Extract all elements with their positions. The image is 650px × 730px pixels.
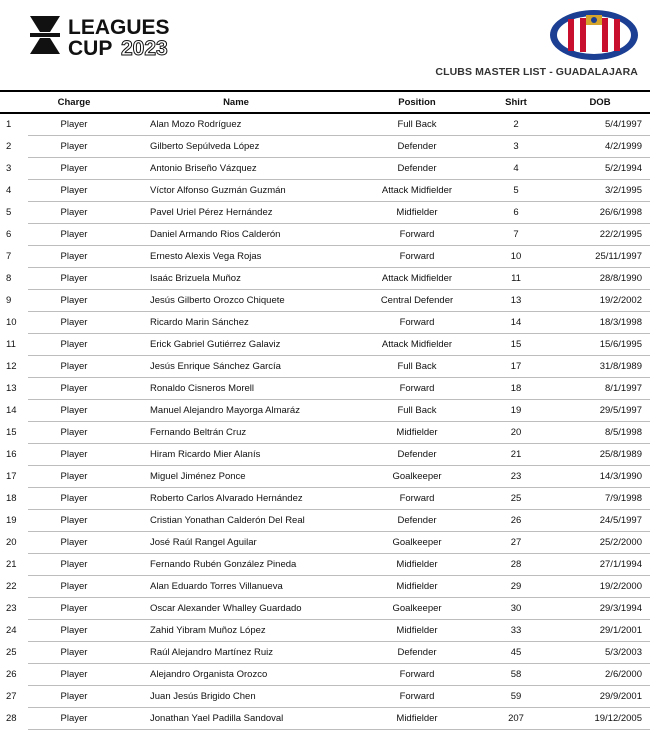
table-row [0, 312, 650, 334]
shirt-cell: 207 [482, 708, 550, 730]
dob-cell: 31/8/1989 [550, 356, 650, 378]
charge-cell: Player [28, 202, 120, 224]
position-cell: Defender [352, 136, 482, 158]
dob-cell: 26/6/1998 [550, 202, 650, 224]
row-number: 6 [6, 229, 12, 240]
dob-cell: 5/4/1997 [550, 113, 650, 136]
table-row [0, 224, 650, 246]
name-cell: Gilberto Sepúlveda López [120, 136, 352, 158]
position-cell: Full Back [352, 356, 482, 378]
shirt-cell: 59 [482, 686, 550, 708]
charge-cell: Player [28, 554, 120, 576]
charge-cell: Player [28, 598, 120, 620]
position-cell: Defender [352, 444, 482, 466]
shirt-cell: 33 [482, 620, 550, 642]
name-cell: Alejandro Organista Orozco [120, 664, 352, 686]
dob-cell: 25/8/1989 [550, 444, 650, 466]
row-number: 14 [6, 405, 17, 416]
position-cell: Goalkeeper [352, 466, 482, 488]
chivas-crest [548, 9, 640, 61]
dob-cell: 24/5/1997 [550, 510, 650, 532]
header-charge: Charge [28, 91, 120, 113]
charge-cell: Player [28, 708, 120, 730]
shirt-cell: 58 [482, 664, 550, 686]
shirt-cell: 25 [482, 488, 550, 510]
shirt-cell: 30 [482, 598, 550, 620]
row-number: 16 [6, 449, 17, 460]
name-cell: Víctor Alfonso Guzmán Guzmán [120, 180, 352, 202]
position-cell: Forward [352, 488, 482, 510]
name-cell: Erick Gabriel Gutiérrez Galaviz [120, 334, 352, 356]
dob-cell: 29/9/2001 [550, 686, 650, 708]
position-cell: Goalkeeper [352, 598, 482, 620]
row-number: 7 [6, 251, 12, 262]
position-cell: Midfielder [352, 576, 482, 598]
charge-cell: Player [28, 246, 120, 268]
header-dob: DOB [550, 91, 650, 113]
position-cell: Forward [352, 224, 482, 246]
dob-cell: 29/1/2001 [550, 620, 650, 642]
table-row [0, 576, 650, 598]
dob-cell: 25/2/2000 [550, 532, 650, 554]
row-number: 21 [6, 559, 17, 570]
dob-cell: 22/2/1995 [550, 224, 650, 246]
name-cell: Jesús Gilberto Orozco Chiquete [120, 290, 352, 312]
shirt-cell: 28 [482, 554, 550, 576]
charge-cell: Player [28, 576, 120, 598]
charge-cell: Player [28, 290, 120, 312]
dob-cell: 5/2/1994 [550, 158, 650, 180]
shirt-cell: 19 [482, 400, 550, 422]
dob-cell: 27/1/1994 [550, 554, 650, 576]
table-row [0, 290, 650, 312]
position-cell: Defender [352, 642, 482, 664]
position-cell: Attack Midfielder [352, 268, 482, 290]
name-cell: Zahid Yibram Muñoz López [120, 620, 352, 642]
shirt-cell: 13 [482, 290, 550, 312]
table-row [0, 136, 650, 158]
shirt-cell: 4 [482, 158, 550, 180]
shirt-cell: 18 [482, 378, 550, 400]
name-cell: Alan Mozo Rodríguez [120, 113, 352, 136]
name-cell: Fernando Beltrán Cruz [120, 422, 352, 444]
table-row [0, 686, 650, 708]
name-cell: Juan Jesús Brigido Chen [120, 686, 352, 708]
table-row [0, 532, 650, 554]
row-number: 11 [6, 339, 16, 350]
name-cell: Jesús Enrique Sánchez García [120, 356, 352, 378]
row-number: 1 [6, 119, 12, 131]
leagues-cup-logo [28, 14, 213, 58]
position-cell: Attack Midfielder [352, 180, 482, 202]
position-cell: Central Defender [352, 290, 482, 312]
row-number: 13 [6, 383, 17, 394]
position-cell: Defender [352, 510, 482, 532]
charge-cell: Player [28, 334, 120, 356]
shirt-cell: 45 [482, 642, 550, 664]
position-cell: Goalkeeper [352, 532, 482, 554]
table-row [0, 202, 650, 224]
position-cell: Midfielder [352, 202, 482, 224]
header-position: Position [352, 91, 482, 113]
name-cell: Fernando Rubén González Pineda [120, 554, 352, 576]
header-shirt: Shirt [482, 91, 550, 113]
table-row [0, 664, 650, 686]
shirt-cell: 3 [482, 136, 550, 158]
charge-cell: Player [28, 356, 120, 378]
name-cell: Raúl Alejandro Martínez Ruiz [120, 642, 352, 664]
shirt-cell: 2 [482, 113, 550, 136]
row-number: 9 [6, 295, 12, 306]
row-number: 22 [6, 581, 17, 592]
row-number: 28 [6, 713, 17, 724]
logo-line2: CUP [68, 37, 113, 58]
name-cell: Roberto Carlos Alvarado Hernández [120, 488, 352, 510]
table-row [0, 400, 650, 422]
dob-cell: 4/2/1999 [550, 136, 650, 158]
shirt-cell: 5 [482, 180, 550, 202]
charge-cell: Player [28, 224, 120, 246]
header-index [0, 91, 28, 113]
row-number: 24 [6, 625, 17, 636]
row-number: 18 [6, 493, 17, 504]
shirt-cell: 27 [482, 532, 550, 554]
row-number: 15 [6, 427, 17, 438]
charge-cell: Player [28, 664, 120, 686]
shirt-cell: 11 [482, 268, 550, 290]
table-row [0, 158, 650, 180]
shirt-cell: 15 [482, 334, 550, 356]
charge-cell: Player [28, 268, 120, 290]
dob-cell: 19/12/2005 [550, 708, 650, 730]
name-cell: Miguel Jiménez Ponce [120, 466, 352, 488]
row-number: 8 [6, 273, 12, 284]
position-cell: Midfielder [352, 708, 482, 730]
table-header-row [0, 91, 650, 113]
row-number: 19 [6, 515, 17, 526]
dob-cell: 8/1/1997 [550, 378, 650, 400]
table-row [0, 422, 650, 444]
table-row [0, 510, 650, 532]
name-cell: Jonathan Yael Padilla Sandoval [120, 708, 352, 730]
table-row [0, 356, 650, 378]
table-row [0, 378, 650, 400]
dob-cell: 5/3/2003 [550, 642, 650, 664]
dob-cell: 2/6/2000 [550, 664, 650, 686]
table-row [0, 620, 650, 642]
position-cell: Defender [352, 158, 482, 180]
dob-cell: 18/3/1998 [550, 312, 650, 334]
name-cell: Ernesto Alexis Vega Rojas [120, 246, 352, 268]
row-number: 26 [6, 669, 17, 680]
row-number: 5 [6, 207, 12, 218]
table-row [0, 268, 650, 290]
table-row [0, 466, 650, 488]
position-cell: Forward [352, 664, 482, 686]
row-number: 17 [6, 471, 17, 482]
shirt-cell: 17 [482, 356, 550, 378]
charge-cell: Player [28, 400, 120, 422]
position-cell: Attack Midfielder [352, 334, 482, 356]
table-row [0, 554, 650, 576]
table-body [0, 113, 650, 730]
shirt-cell: 10 [482, 246, 550, 268]
shirt-cell: 26 [482, 510, 550, 532]
shirt-cell: 14 [482, 312, 550, 334]
charge-cell: Player [28, 113, 120, 136]
cup-trophy-icon [30, 16, 60, 54]
logo-line1: LEAGUES [68, 16, 170, 39]
dob-cell: 7/9/1998 [550, 488, 650, 510]
dob-cell: 19/2/2000 [550, 576, 650, 598]
position-cell: Forward [352, 312, 482, 334]
row-number: 27 [6, 691, 17, 702]
table-row [0, 334, 650, 356]
row-number: 12 [6, 361, 17, 372]
row-number: 2 [6, 141, 12, 152]
row-number: 20 [6, 537, 17, 548]
position-cell: Full Back [352, 113, 482, 136]
row-number: 10 [6, 317, 17, 328]
roster-table [0, 90, 650, 730]
dob-cell: 29/3/1994 [550, 598, 650, 620]
position-cell: Forward [352, 686, 482, 708]
row-number: 23 [6, 603, 17, 614]
position-cell: Midfielder [352, 620, 482, 642]
charge-cell: Player [28, 422, 120, 444]
charge-cell: Player [28, 180, 120, 202]
name-cell: Ronaldo Cisneros Morell [120, 378, 352, 400]
name-cell: Daniel Armando Rios Calderón [120, 224, 352, 246]
dob-cell: 28/8/1990 [550, 268, 650, 290]
position-cell: Full Back [352, 400, 482, 422]
charge-cell: Player [28, 444, 120, 466]
row-number: 3 [6, 163, 12, 174]
position-cell: Midfielder [352, 554, 482, 576]
row-number: 4 [6, 185, 12, 196]
charge-cell: Player [28, 620, 120, 642]
shirt-cell: 7 [482, 224, 550, 246]
row-number: 25 [6, 647, 17, 658]
name-cell: José Raúl Rangel Aguilar [120, 532, 352, 554]
charge-cell: Player [28, 158, 120, 180]
dob-cell: 25/11/1997 [550, 246, 650, 268]
name-cell: Alan Eduardo Torres Villanueva [120, 576, 352, 598]
charge-cell: Player [28, 686, 120, 708]
charge-cell: Player [28, 510, 120, 532]
dob-cell: 14/3/1990 [550, 466, 650, 488]
shirt-cell: 20 [482, 422, 550, 444]
header-name: Name [120, 91, 352, 113]
charge-cell: Player [28, 532, 120, 554]
shirt-cell: 21 [482, 444, 550, 466]
table-row [0, 488, 650, 510]
document-title: CLUBS MASTER LIST - GUADALAJARA [435, 66, 638, 78]
table-row [0, 444, 650, 466]
dob-cell: 3/2/1995 [550, 180, 650, 202]
name-cell: Isaác Brizuela Muñoz [120, 268, 352, 290]
name-cell: Cristian Yonathan Calderón Del Real [120, 510, 352, 532]
charge-cell: Player [28, 642, 120, 664]
position-cell: Midfielder [352, 422, 482, 444]
name-cell: Oscar Alexander Whalley Guardado [120, 598, 352, 620]
name-cell: Pavel Uriel Pérez Hernández [120, 202, 352, 224]
dob-cell: 19/2/2002 [550, 290, 650, 312]
charge-cell: Player [28, 466, 120, 488]
table-row [0, 598, 650, 620]
shirt-cell: 6 [482, 202, 550, 224]
shirt-cell: 23 [482, 466, 550, 488]
name-cell: Ricardo Marin Sánchez [120, 312, 352, 334]
table-row [0, 180, 650, 202]
charge-cell: Player [28, 378, 120, 400]
position-cell: Forward [352, 378, 482, 400]
position-cell: Forward [352, 246, 482, 268]
dob-cell: 15/6/1995 [550, 334, 650, 356]
name-cell: Antonio Briseño Vázquez [120, 158, 352, 180]
shirt-cell: 29 [482, 576, 550, 598]
table-row [0, 642, 650, 664]
name-cell: Manuel Alejandro Mayorga Almaráz [120, 400, 352, 422]
charge-cell: Player [28, 488, 120, 510]
table-row [0, 246, 650, 268]
dob-cell: 29/5/1997 [550, 400, 650, 422]
table-row [0, 708, 650, 730]
charge-cell: Player [28, 312, 120, 334]
dob-cell: 8/5/1998 [550, 422, 650, 444]
logo-year: 2023 [121, 37, 168, 58]
name-cell: Hiram Ricardo Mier Alanís [120, 444, 352, 466]
table-row [0, 113, 650, 136]
charge-cell: Player [28, 136, 120, 158]
